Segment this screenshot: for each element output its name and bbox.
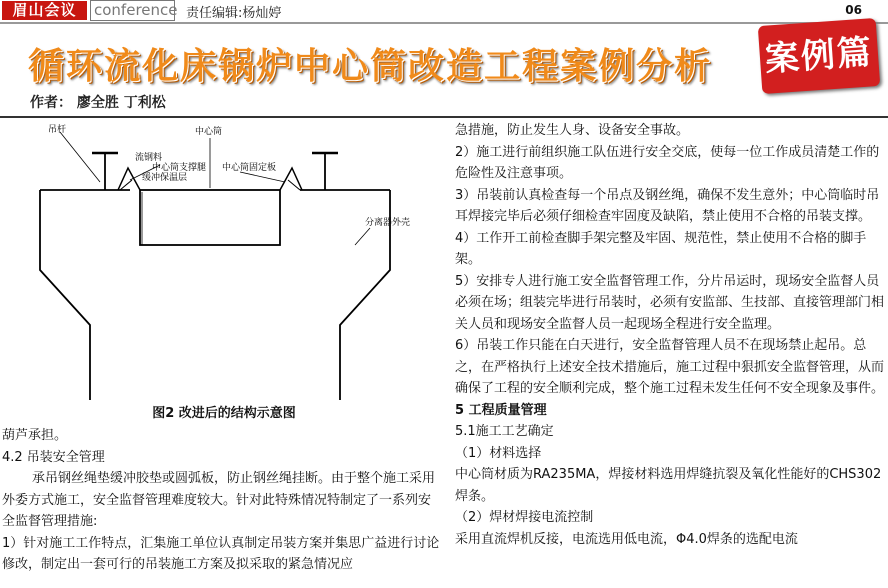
- paragraph: 急措施，防止发生人身、设备安全事故。: [455, 123, 690, 138]
- label-guide: 流钢料: [135, 153, 163, 163]
- right-column: [455, 120, 885, 550]
- paragraph: 1）针对施工工作特点，汇集施工单位认真制定吊装方案并集思广益进行讨论修改，制定出一套可行的吊装施工方案及拟采取的紧急情况应: [2, 535, 440, 572]
- paragraph: 5）安排专人进行施工安全监督管理工作，分片吊运时，现场安全监督人员必须在场；组装完毕进行吊装时，必须有安监部、生技部、直接管理部门相关人员和现场安全监督人员一起现场全程进行安全监理。: [455, 273, 885, 332]
- paragraph: 承吊钢丝绳垫缓冲胶垫或圆弧板，防止钢丝绳挂断。由于整个施工采用外委方式施工，安全监督管理难度较大。针对此特殊情况特制定了一系列安全监督管理措施:: [2, 471, 436, 529]
- paragraph: 3）吊装前认真检查每一个吊点及钢丝绳，确保不发生意外；中心筒临时吊耳焊接完毕后必须仔细检查牢固度及缺陷，禁止使用不合格的吊装支撑。: [455, 187, 880, 224]
- section-badge: 案例篇: [758, 18, 880, 94]
- label-support: 中心筒支撑腿: [152, 163, 207, 173]
- article-authors: 作者： 廖全胜 丁利松: [30, 95, 166, 111]
- paragraph: 4）工作开工前检查脚手架完整及牢固、规范性，禁止使用不合格的脚手架。: [455, 230, 867, 267]
- left-column: [2, 425, 442, 576]
- paragraph: 6）吊装工作只能在白天进行，安全监督管理人员不在现场禁止起吊。总之，在严格执行上述安全技术措施后，施工过程中狠抓安全监督管理，从而确保了工程的安全顺利完成，整个施工过程未发生任何不安全现象及事件。: [455, 338, 885, 396]
- page-header: [0, 0, 888, 22]
- header-divider: [0, 22, 888, 24]
- title-divider: [0, 116, 888, 118]
- paragraph: 2）施工进行前组织施工队伍进行安全交底，使每一位工作成员清楚工作的危险性及注意事项。: [455, 144, 880, 181]
- subsection-heading: 5.1施工工艺确定: [455, 424, 554, 439]
- paragraph: （1）材料选择: [455, 445, 542, 461]
- label-fixing: 中心筒固定板: [222, 163, 277, 173]
- section-heading: 5 工程质量管理: [455, 402, 547, 418]
- paragraph: （2）焊材焊接电流控制: [455, 510, 594, 525]
- paragraph: 中心筒材质为RA235MA，焊接材料选用焊缝抗裂及氧化性能好的CHS302焊条。: [455, 467, 882, 504]
- structure-diagram: [0, 120, 448, 420]
- brand-logo: 眉山会议: [2, 1, 87, 20]
- conference-label: conference: [90, 0, 175, 21]
- label-center-tube: 中心筒: [195, 127, 223, 137]
- paragraph: 采用直流焊机反接，电流选用低电流，Φ4.0焊条的选配电流: [455, 531, 798, 547]
- label-buffer: 缓冲保温层: [142, 173, 188, 183]
- figure-caption: 图2 改进后的结构示意图: [152, 406, 296, 421]
- article-title: 循环流化床锅炉中心筒改造工程案例分析: [28, 46, 713, 87]
- section-heading: 4.2 吊装安全管理: [2, 449, 105, 465]
- label-hoist: 吊杆: [48, 125, 67, 135]
- label-shell: 分离器外壳: [365, 218, 411, 228]
- paragraph: 葫芦承担。: [2, 428, 68, 443]
- page-number: 06: [845, 3, 862, 17]
- editor-credit: 责任编辑:杨灿婷: [186, 6, 282, 21]
